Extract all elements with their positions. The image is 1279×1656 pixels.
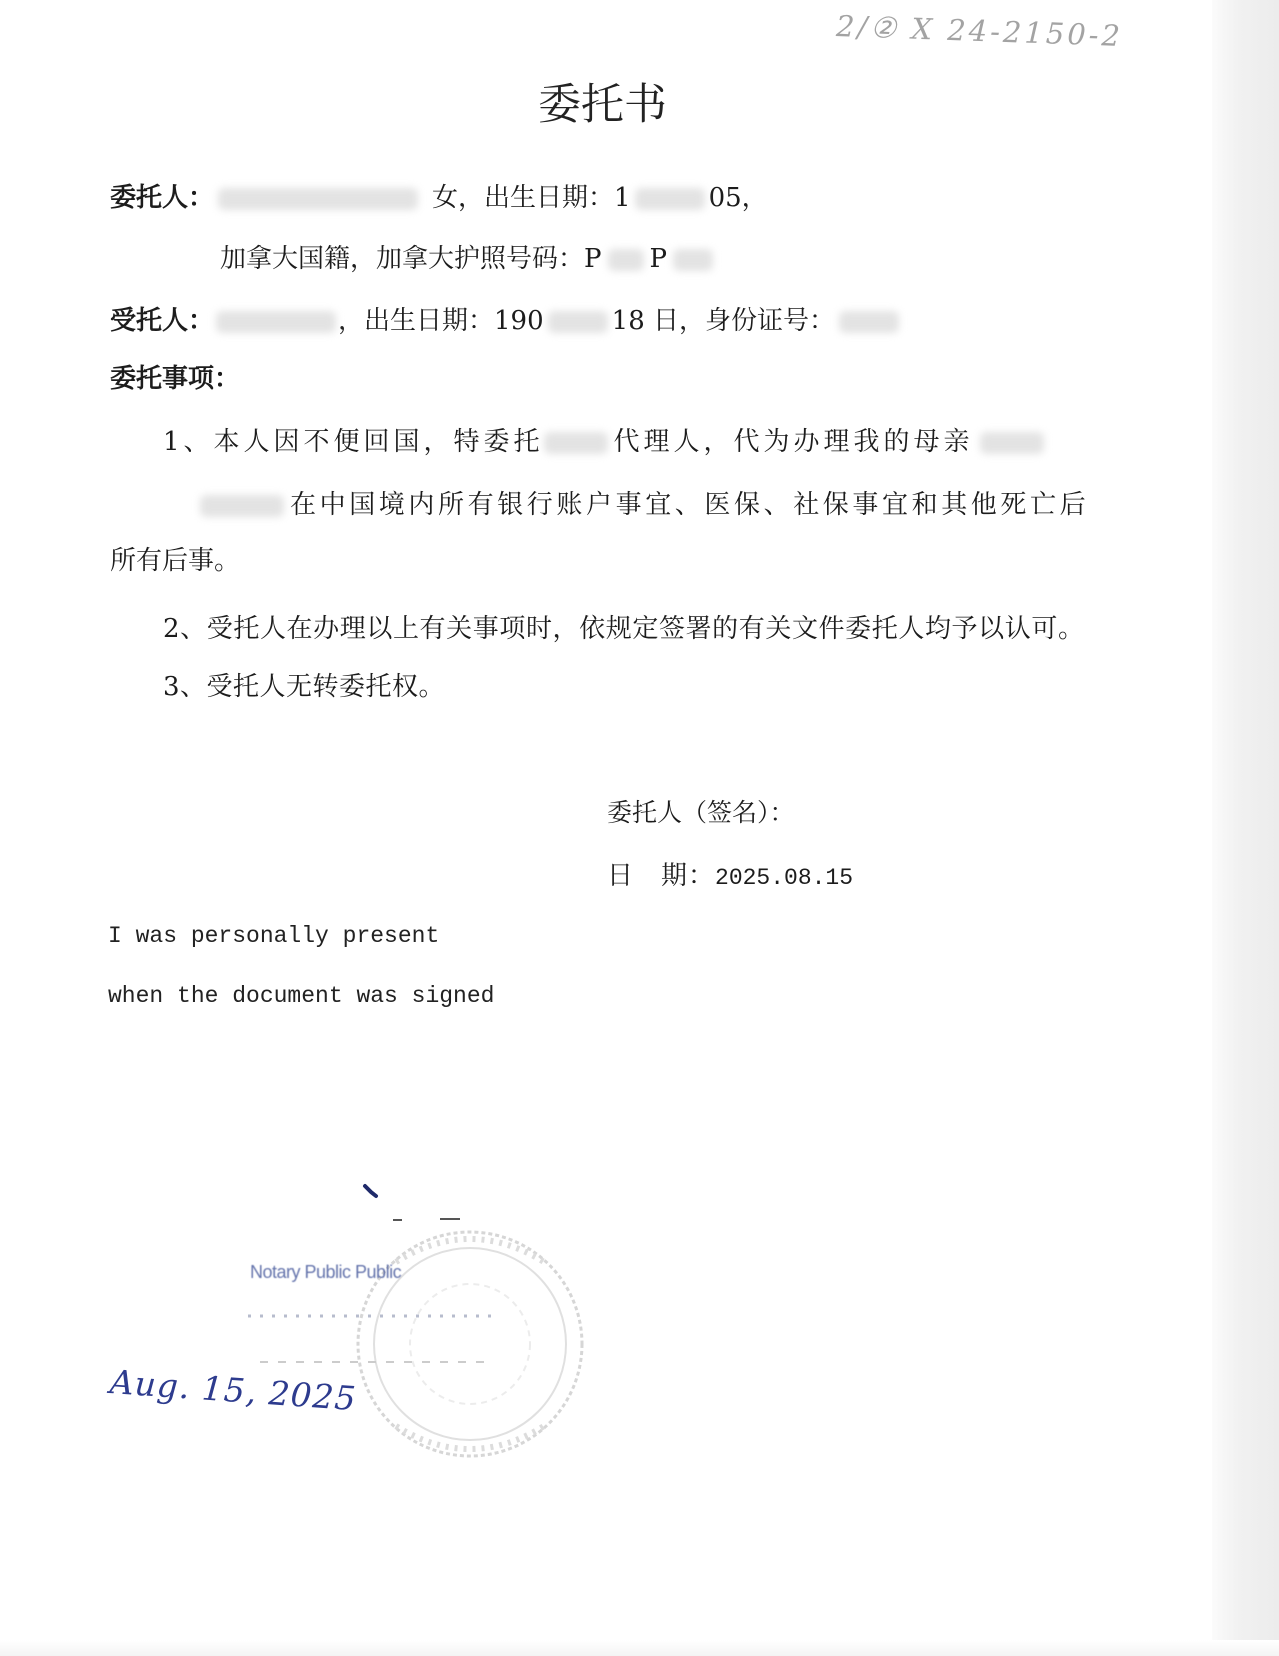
principal-gender-birth: 女，出生日期：1 <box>432 183 631 213</box>
date-value: 2025.08.15 <box>715 865 854 891</box>
redaction-blur <box>200 495 284 517</box>
redaction-blur <box>548 311 608 333</box>
witness-line-1: I was personally present <box>108 923 440 949</box>
matters-label: 委托事项： <box>110 364 241 394</box>
redaction-blur <box>980 432 1044 454</box>
agent-birth: ，出生日期：190 <box>338 306 544 336</box>
principal-nationality: 加拿大国籍，加拿大护照号码： <box>220 244 585 274</box>
signature-label: 委托人（签名）： <box>607 798 795 827</box>
notary-stamp-text: Notary Public Public <box>250 1262 402 1282</box>
signature-date-line <box>607 861 853 893</box>
item-3: 3、受托人无转委托权。 <box>163 672 446 702</box>
handwritten-file-annotation: 2/② X 24-2150-2 <box>835 9 1124 53</box>
agent-birth-tail: 18 日，身份证号： <box>611 306 836 336</box>
item-1-text: 在中国境内所有银行账户事宜、医保、社保事宜和其他死亡后 <box>290 490 1090 520</box>
principal-label: 委托人： <box>110 183 215 213</box>
date-label: 日 期： <box>607 861 716 891</box>
redaction-blur <box>608 249 644 271</box>
handwritten-date: Aug. 15, 2025 <box>108 1362 358 1419</box>
agent-line <box>110 306 899 336</box>
agent-label: 受托人： <box>110 306 215 336</box>
item-2: 2、受托人在办理以上有关事项时，依规定签署的有关文件委托人均予以认可。 <box>163 614 1085 644</box>
document-title: 委托书 <box>538 80 667 130</box>
redaction-blur <box>218 188 418 210</box>
passport-prefix: P <box>649 244 668 274</box>
redaction-blur <box>673 249 713 271</box>
scan-shadow-bottom <box>0 1640 1279 1656</box>
principal-birth-tail: 05， <box>708 183 768 213</box>
principal-line <box>110 183 768 213</box>
item-1-line-2 <box>200 490 1089 520</box>
principal-nationality-line <box>220 244 713 274</box>
redaction-blur <box>216 311 336 333</box>
witness-line-2: when the document was signed <box>108 983 495 1009</box>
item-1-line-1 <box>163 427 1044 457</box>
scan-shadow-edge <box>1212 0 1279 1656</box>
redaction-blur <box>839 311 899 333</box>
item-1-text: 代理人，代为办理我的母亲 <box>613 427 974 457</box>
item-1-text: 1、本人因不便回国，特委托 <box>163 427 544 457</box>
redaction-blur <box>544 432 608 454</box>
passport-prefix: P <box>584 244 602 274</box>
redaction-blur <box>635 188 705 210</box>
item-1-line-3: 所有后事。 <box>110 546 241 576</box>
